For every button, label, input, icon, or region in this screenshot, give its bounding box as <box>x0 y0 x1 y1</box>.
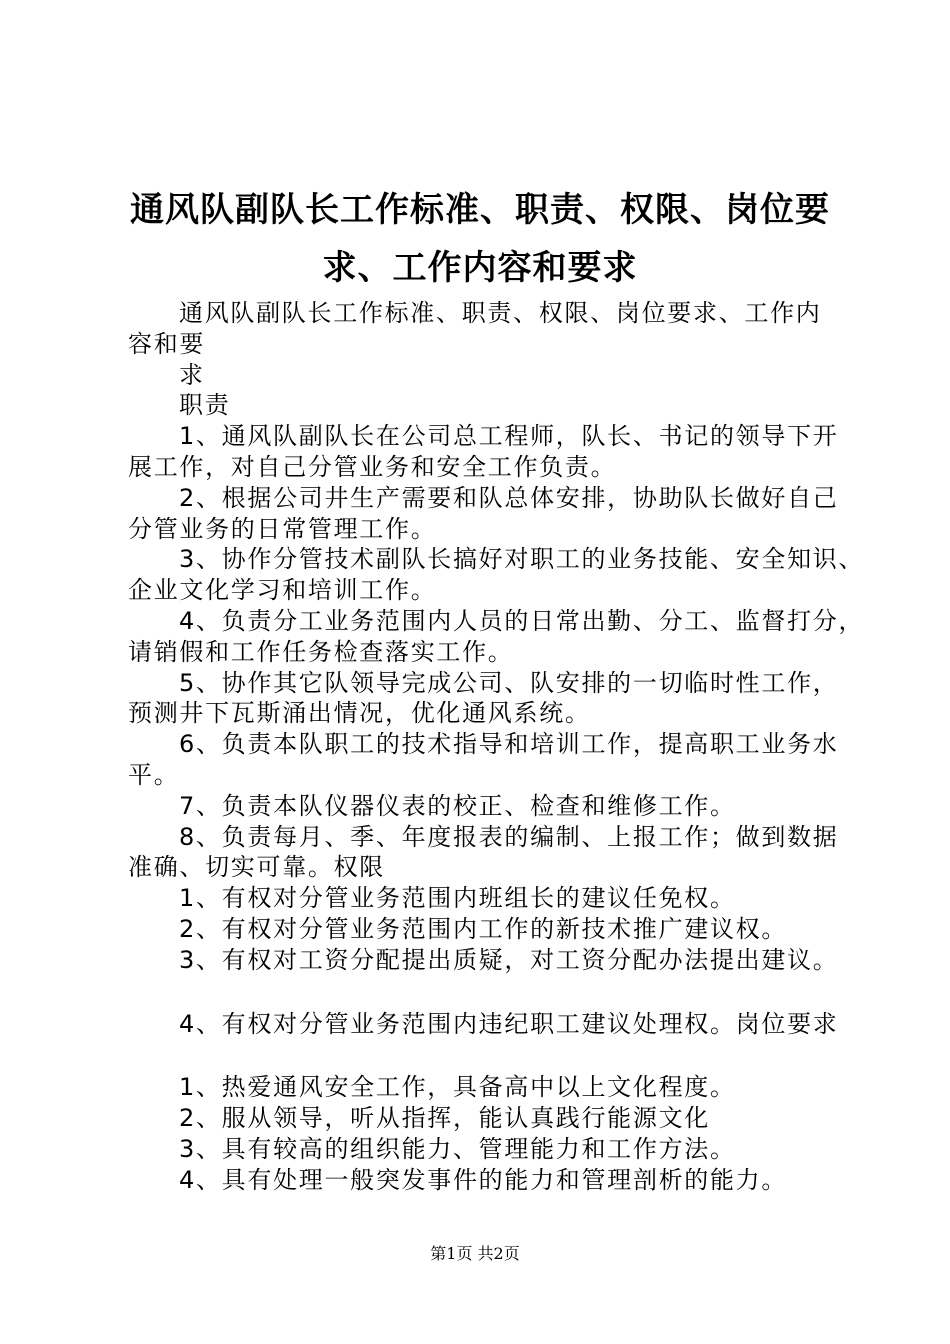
body-line: 企业文化学习和培训工作。 <box>128 576 437 605</box>
body-line: 4、负责分工业务范围内人员的日常出勤、分工、监督打分， <box>179 606 865 635</box>
body-line: 展工作，对自己分管业务和安全工作负责。 <box>128 452 617 481</box>
body-line: 1、有权对分管业务范围内班组长的建议任免权。 <box>179 884 736 913</box>
body-line: 准确、切实可靠。权限 <box>128 853 385 882</box>
body-line: 通风队副队长工作标准、职责、权限、岗位要求、工作内 <box>179 299 822 327</box>
body-line: 2、根据公司井生产需要和队总体安排，协助队长做好自己 <box>179 483 839 512</box>
page-footer: 第1页 共2页 <box>430 1244 520 1263</box>
body-line: 3、具有较高的组织能力、管理能力和工作方法。 <box>179 1134 736 1163</box>
body-line: 预测井下瓦斯涌出情况，优化通风系统。 <box>128 699 591 728</box>
body-line: 分管业务的日常管理工作。 <box>128 514 437 543</box>
body-line: 请销假和工作任务检查落实工作。 <box>128 637 514 666</box>
body-line: 1、通风队副队长在公司总工程师，队长、书记的领导下开 <box>179 422 839 451</box>
paragraph-gap <box>128 1039 840 1072</box>
body-line: 4、有权对分管业务范围内违纪职工建议处理权。岗位要求 <box>179 1009 839 1038</box>
body-line: 7、负责本队仪器仪表的校正、检查和维修工作。 <box>179 791 736 820</box>
document-body <box>128 298 865 1196</box>
body-line: 求 <box>179 360 205 389</box>
body-line: 平。 <box>128 760 180 789</box>
body-line: 容和要 <box>128 329 206 358</box>
document-title-line-2: 求、工作内容和要求 <box>322 248 638 288</box>
body-line: 8、负责每月、季、年度报表的编制、上报工作；做到数据 <box>179 822 839 851</box>
body-line: 2、有权对分管业务范围内工作的新技术推广建议权。 <box>179 914 788 943</box>
body-line: 4、具有处理一般突发事件的能力和管理剖析的能力。 <box>179 1165 788 1194</box>
body-line: 3、协作分管技术副队长搞好对职工的业务技能、安全知识、 <box>179 545 865 574</box>
body-line: 3、有权对工资分配提出质疑，对工资分配办法提出建议。 <box>179 945 839 974</box>
body-line: 5、协作其它队领导完成公司、队安排的一切临时性工作， <box>179 668 839 697</box>
body-line: 6、负责本队职工的技术指导和培训工作，提高职工业务水 <box>179 730 839 759</box>
section-heading-duties: 职责 <box>179 391 231 420</box>
document-title-line-1: 通风队副队长工作标准、职责、权限、岗位要 <box>130 190 830 230</box>
paragraph-gap <box>128 976 840 1009</box>
body-line: 2、服从领导，听从指挥，能认真践行能源文化 <box>179 1104 710 1133</box>
body-line: 1、热爱通风安全工作，具备高中以上文化程度。 <box>179 1073 736 1102</box>
